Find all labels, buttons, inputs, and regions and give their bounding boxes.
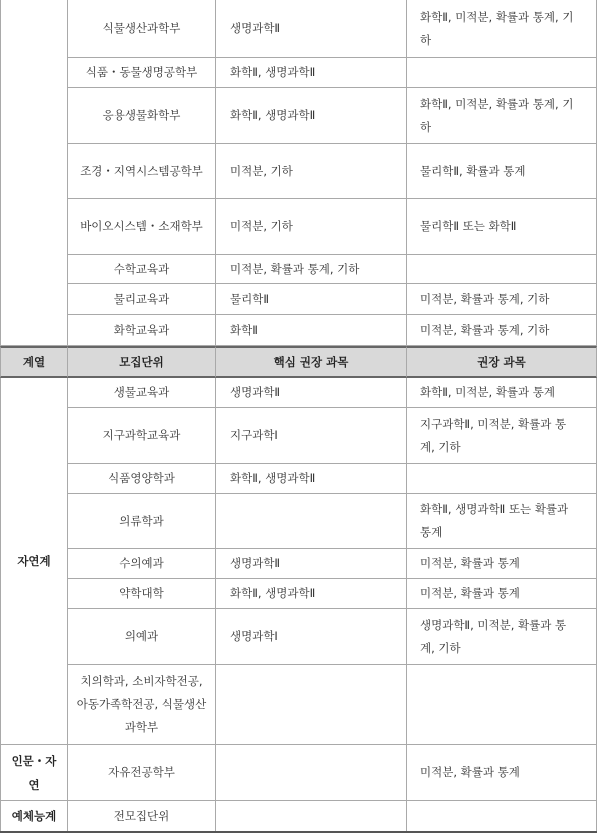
recommended-subject-cell bbox=[406, 801, 597, 832]
unit-cell: 전모집단위 bbox=[67, 801, 215, 832]
unit-cell: 물리교육과 bbox=[67, 284, 215, 315]
recommended-subject-cell: 미적분, 확률과 통계 bbox=[406, 579, 597, 609]
core-subject-cell bbox=[215, 494, 406, 549]
recommended-subject-cell: 미적분, 확률과 통계, 기하 bbox=[406, 284, 597, 315]
recommended-subject-cell: 미적분, 확률과 통계 bbox=[406, 549, 597, 579]
unit-cell: 식품・동물생명공학부 bbox=[67, 58, 215, 88]
unit-cell: 수학교육과 bbox=[67, 255, 215, 284]
group-cell-humanities-natural: 인문・자연 bbox=[0, 745, 67, 801]
group-header: 계열 bbox=[0, 346, 67, 378]
recommended-subject-cell: 화학Ⅱ, 생명과학Ⅱ 또는 확률과 통계 bbox=[406, 494, 597, 549]
table-row bbox=[0, 464, 597, 494]
table-row bbox=[0, 315, 597, 346]
unit-cell: 응용생물화학부 bbox=[67, 88, 215, 144]
table-row bbox=[0, 378, 597, 408]
table-header-row bbox=[0, 346, 597, 378]
core-subject-cell: 화학Ⅱ, 생명과학Ⅱ bbox=[215, 58, 406, 88]
table-row bbox=[0, 58, 597, 88]
table-row bbox=[0, 284, 597, 315]
unit-cell: 식물생산과학부 bbox=[67, 0, 215, 58]
core-subject-cell: 화학Ⅱ, 생명과학Ⅱ bbox=[215, 579, 406, 609]
core-subject-cell: 생명과학Ⅰ bbox=[215, 609, 406, 665]
recommended-subject-cell bbox=[406, 464, 597, 494]
table-row bbox=[0, 745, 597, 801]
table-row bbox=[0, 408, 597, 464]
recommended-subject-header: 권장 과목 bbox=[406, 346, 597, 378]
recommended-subject-cell bbox=[406, 255, 597, 284]
recommended-subject-cell: 화학Ⅱ, 미적분, 확률과 통계, 기하 bbox=[406, 0, 597, 58]
core-subject-cell: 화학Ⅱ bbox=[215, 315, 406, 346]
table-row bbox=[0, 88, 597, 144]
core-subject-cell bbox=[215, 745, 406, 801]
unit-header: 모집단위 bbox=[67, 346, 215, 378]
recommended-subject-cell: 미적분, 확률과 통계 bbox=[406, 745, 597, 801]
unit-cell: 바이오시스템・소재학부 bbox=[67, 199, 215, 255]
table-row bbox=[0, 801, 597, 832]
unit-cell: 식품영양학과 bbox=[67, 464, 215, 494]
recommended-subject-cell: 물리학Ⅱ 또는 화학Ⅱ bbox=[406, 199, 597, 255]
group-cell-arts-sports: 예체능계 bbox=[0, 801, 67, 832]
table-row bbox=[0, 549, 597, 579]
unit-cell: 자유전공학부 bbox=[67, 745, 215, 801]
recommended-subject-cell: 미적분, 확률과 통계, 기하 bbox=[406, 315, 597, 346]
recommended-subject-cell: 물리학Ⅱ, 확률과 통계 bbox=[406, 144, 597, 199]
recommended-subject-cell: 화학Ⅱ, 미적분, 확률과 통계 bbox=[406, 378, 597, 408]
table-row bbox=[0, 665, 597, 745]
unit-cell: 화학교육과 bbox=[67, 315, 215, 346]
table-bottom-border bbox=[0, 831, 597, 833]
core-subject-cell bbox=[215, 665, 406, 745]
core-subject-header: 핵심 권장 과목 bbox=[215, 346, 406, 378]
unit-cell: 수의예과 bbox=[67, 549, 215, 579]
table-row bbox=[0, 494, 597, 549]
unit-cell: 의류학과 bbox=[67, 494, 215, 549]
group-cell-natural: 자연계 bbox=[0, 378, 67, 745]
table-row bbox=[0, 199, 597, 255]
recommended-subject-cell: 지구과학Ⅱ, 미적분, 확률과 통계, 기하 bbox=[406, 408, 597, 464]
unit-cell: 생물교육과 bbox=[67, 378, 215, 408]
table-row bbox=[0, 255, 597, 284]
core-subject-cell: 물리학Ⅱ bbox=[215, 284, 406, 315]
core-subject-cell: 지구과학Ⅰ bbox=[215, 408, 406, 464]
core-subject-cell: 화학Ⅱ, 생명과학Ⅱ bbox=[215, 464, 406, 494]
recommended-subject-cell bbox=[406, 665, 597, 745]
table-row bbox=[0, 144, 597, 199]
core-subject-cell: 화학Ⅱ, 생명과학Ⅱ bbox=[215, 88, 406, 144]
recommended-subject-cell: 화학Ⅱ, 미적분, 확률과 통계, 기하 bbox=[406, 88, 597, 144]
table-row bbox=[0, 579, 597, 609]
unit-cell: 지구과학교육과 bbox=[67, 408, 215, 464]
recommended-subject-cell bbox=[406, 58, 597, 88]
core-subject-cell bbox=[215, 801, 406, 832]
unit-cell: 의예과 bbox=[67, 609, 215, 665]
core-subject-cell: 미적분, 기하 bbox=[215, 199, 406, 255]
unit-cell: 조경・지역시스템공학부 bbox=[67, 144, 215, 199]
core-subject-cell: 미적분, 기하 bbox=[215, 144, 406, 199]
unit-cell: 약학대학 bbox=[67, 579, 215, 609]
core-subject-cell: 생명과학Ⅱ bbox=[215, 549, 406, 579]
unit-cell: 치의학과, 소비자학전공, 아동가족학전공, 식물생산과학부 bbox=[67, 665, 215, 745]
core-subject-cell: 생명과학Ⅱ bbox=[215, 378, 406, 408]
core-subject-cell: 미적분, 확률과 통계, 기하 bbox=[215, 255, 406, 284]
recommended-subject-cell: 생명과학Ⅱ, 미적분, 확률과 통계, 기하 bbox=[406, 609, 597, 665]
table-row bbox=[0, 0, 597, 58]
table-row bbox=[0, 609, 597, 665]
core-subject-cell: 생명과학Ⅱ bbox=[215, 0, 406, 58]
